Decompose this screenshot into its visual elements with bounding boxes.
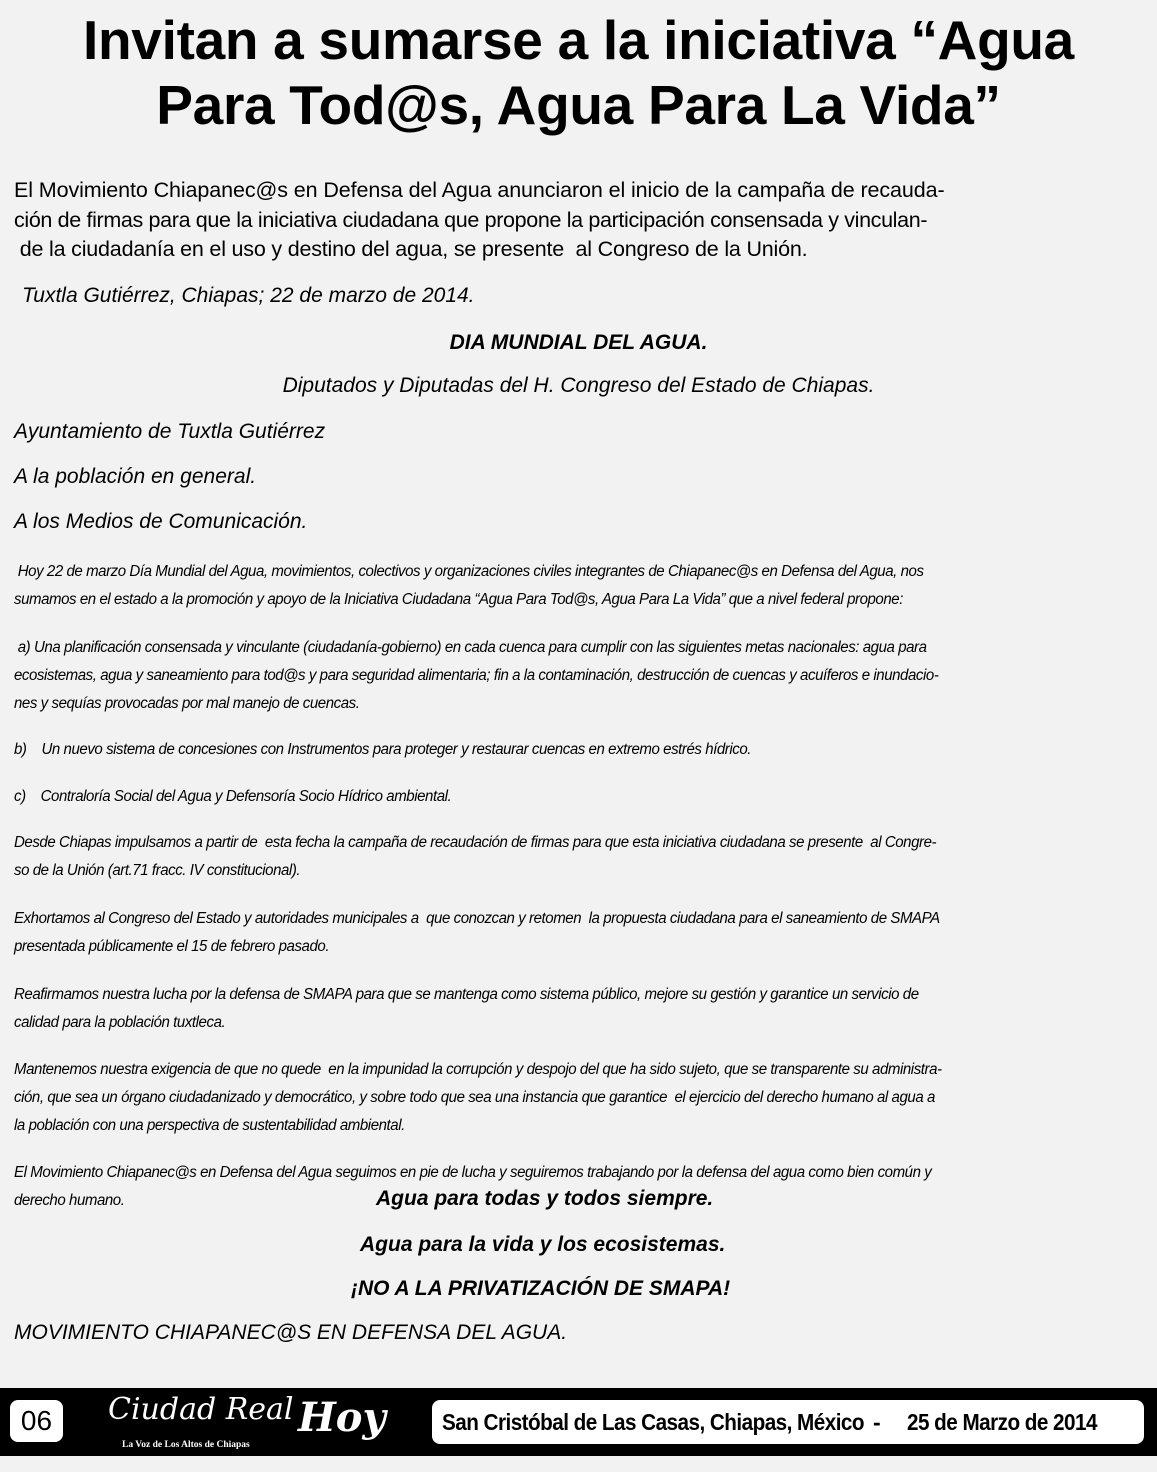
place-date: Tuxtla Gutiérrez, Chiapas; 22 de marzo de 2014. [22,284,475,307]
paragraph-line: Reafirmamos nuestra lucha por la defensa de SMAPA para que se mantenga como sistema público, mejore su gestión y garantice un servicio de [14,986,919,1003]
paragraph-desde [14,829,1110,885]
footer-info-box [432,1400,1144,1444]
newspaper-tagline: La Voz de Los Altos de Chiapas [122,1440,250,1450]
paragraph-item-c [14,783,1110,811]
paragraph-line: Hoy 22 de marzo Día Mundial del Agua, movimientos, colectivos y organizaciones civiles integrantes de Chiapanec@s en Defensa del Agua, nos [14,563,924,580]
paragraph-line: presentada públicamente el 15 de febrero pasado. [14,938,330,955]
headline [20,8,1137,138]
paragraph-item-a [14,634,1110,718]
signature: MOVIMIENTO CHIAPANEC@S EN DEFENSA DEL AGUA. [14,1321,568,1344]
addressee-diputados: Diputados y Diputadas del H. Congreso del Estado de Chiapas. [282,374,875,397]
lead-line: El Movimiento Chiapanec@s en Defensa del Agua anunciaron el inicio de la campaña de recauda- [14,178,945,202]
paragraph-line: Exhortamos al Congreso del Estado y autoridades municipales a que conozcan y retomen la propuesta ciudadana para el saneamiento de SMAPA [14,910,940,927]
page-number: 06 [10,1400,63,1442]
newspaper-logo-text: Ciudad Real [108,1392,294,1427]
slogan-3: ¡NO A LA PRIVATIZACIÓN DE SMAPA! [351,1277,731,1300]
paragraph-line: Mantenemos nuestra exigencia de que no quede en la impunidad la corrupción y despojo del que ha sido sujeto, que se transparente su administra- [14,1061,942,1078]
lead-paragraph [14,176,1149,265]
paragraph-line: so de la Unión (art.71 fracc. IV constitucional). [14,862,301,879]
section-heading: DIA MUNDIAL DEL AGUA. [449,331,708,354]
addressee-ayuntamiento: Ayuntamiento de Tuxtla Gutiérrez [14,420,326,443]
paragraph-line: sumamos en el estado a la promoción y apoyo de la Iniciativa Ciudadana “Agua Para Tod@s, Agua Para La Vida” que a nivel federal propone: [14,591,903,608]
lead-line: de la ciudadanía en el uso y destino del agua, se presente al Congreso de la Unión. [14,237,808,261]
paragraph-mantenemos [14,1056,1110,1140]
footer-separator: - [873,1409,881,1435]
paragraph-line: nes y sequías provocadas por mal manejo de cuencas. [14,695,360,712]
paragraph-line: b) Un nuevo sistema de concesiones con Instrumentos para proteger y restaurar cuencas en extremo estrés hídrico. [14,741,752,758]
lead-line: ción de firmas para que la iniciativa ciudadana que propone la participación consensada y vinculan- [14,207,928,232]
addressee-poblacion: A la población en general. [14,465,257,488]
footer-location: San Cristóbal de Las Casas, Chiapas, México [442,1409,865,1435]
paragraph-item-b [14,736,1110,764]
page-footer [0,1388,1157,1456]
paragraph-exhortamos [14,905,1110,961]
paragraph-reafirmamos [14,981,1110,1037]
paragraph-line: derecho humano. [14,1192,125,1209]
paragraph-intro [14,558,1110,614]
paragraph-line: El Movimiento Chiapanec@s en Defensa del Agua seguimos en pie de lucha y seguiremos trabajando por la defensa del agua como bien común y [14,1164,932,1181]
paragraph-line: calidad para la población tuxtleca. [14,1014,226,1031]
paragraph-line: ecosistemas, agua y saneamiento para tod@s y para seguridad alimentaria; fin a la contaminación, destrucción de cuencas y acuíferos e inundacio- [14,667,939,684]
headline-line-2: Para Tod@s, Agua Para La Vida” [156,74,1001,136]
newspaper-logo-hoy: Hoy [298,1394,386,1441]
slogan-2: Agua para la vida y los ecosistemas. [360,1233,726,1256]
footer-date: 25 de Marzo de 2014 [907,1409,1097,1435]
headline-line-1: Invitan a sumarse a la iniciativa “Agua [83,9,1074,71]
paragraph-line: la población con una perspectiva de sustentabilidad ambiental. [14,1117,405,1134]
paragraph-line: ción, que sea un órgano ciudadanizado y democrático, y sobre todo que sea una instancia que garantice el ejercicio del derecho humano al agua a [14,1089,935,1106]
slogan-1: Agua para todas y todos siempre. [376,1187,714,1210]
paragraph-line: c) Contraloría Social del Agua y Defensoría Socio Hídrico ambiental. [14,788,452,805]
paragraph-line: Desde Chiapas impulsamos a partir de esta fecha la campaña de recaudación de firmas para que esta iniciativa ciudadana se presente al Congre- [14,834,937,851]
paragraph-line: a) Una planificación consensada y vinculante (ciudadanía-gobierno) en cada cuenca para cumplir con las siguientes metas nacionales: agua para [14,639,927,656]
addressee-medios: A los Medios de Comunicación. [14,510,308,533]
